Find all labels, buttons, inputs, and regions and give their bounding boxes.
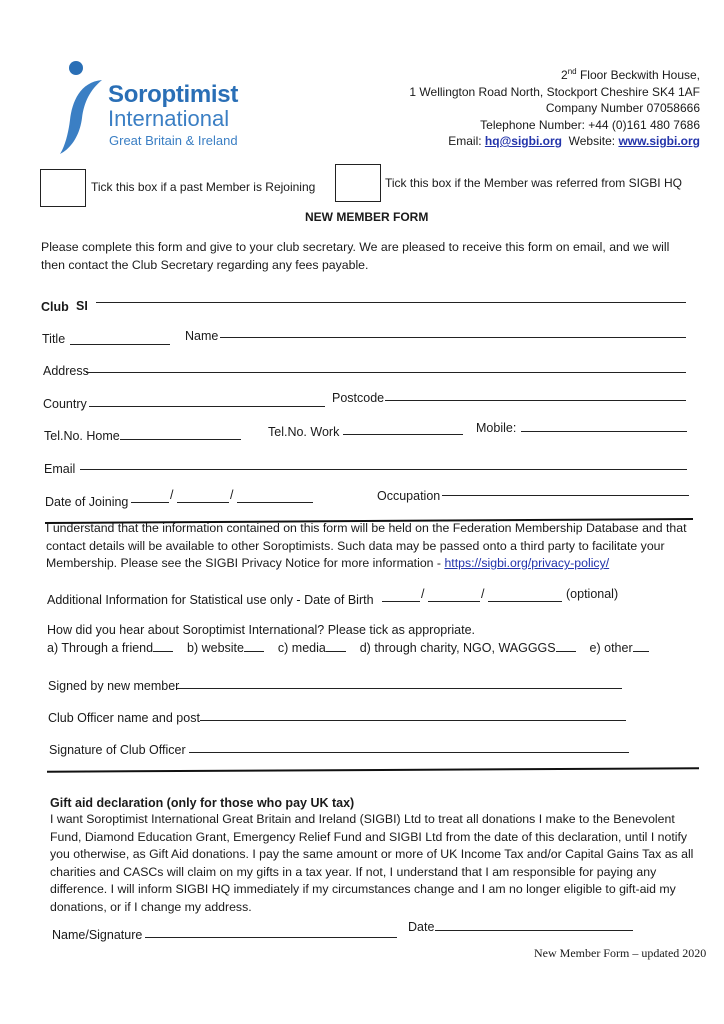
date-label: Date — [408, 920, 435, 934]
name-field[interactable] — [220, 324, 686, 338]
email-link[interactable]: hq@sigbi.org — [484, 134, 562, 148]
si-label: SI — [76, 299, 88, 313]
mobile-field[interactable] — [521, 418, 687, 432]
postcode-field[interactable] — [385, 387, 686, 401]
rejoining-label: Tick this box if a past Member is Rejoining — [91, 180, 316, 194]
gift-aid-text: I want Soroptimist International Great Britain and Ireland (SIGBI) Ltd to treat all donations I make to the Benevolent Fund, Diamond Education Grant, Emergency Relief Fund and SIGBI Ltd from the date of this declaration, until I notify you otherwise, as Gift Aid donations. I pay the same amount or more of UK Income Tax and/or Capital Gains Tax as all charities and CASCs will claim on my gifts in a tax year. If not, I understand that I am responsible for paying any difference. I will inform SIGBI HQ immediately if my circumstances change and I am no longer eligible to gift-aid my donations, or if I change my address. — [50, 812, 694, 914]
hear-options — [47, 640, 649, 655]
tel-home-label: Tel.No. Home — [44, 429, 120, 443]
tel-work-label: Tel.No. Work — [268, 425, 340, 439]
date-of-joining-field[interactable]: / / — [131, 489, 313, 503]
contact-line: Email: hq@sigbi.org Website: www.sigbi.org — [448, 134, 700, 148]
email-field[interactable] — [80, 456, 687, 470]
officer-signature-field[interactable] — [189, 739, 629, 753]
logo-line3: Great Britain & Ireland — [109, 133, 238, 148]
email-label: Email — [44, 462, 76, 476]
signed-by-field[interactable] — [176, 675, 622, 689]
date-of-birth-field[interactable]: / / — [382, 588, 562, 602]
option-charity: d) through charity, NGO, WAGGGS — [359, 641, 556, 655]
occupation-label: Occupation — [377, 489, 441, 503]
section-divider-2 — [47, 767, 699, 772]
mobile-label: Mobile: — [476, 421, 517, 435]
title-label: Title — [42, 332, 66, 346]
tel-work-field[interactable] — [343, 421, 463, 435]
logo — [56, 60, 266, 160]
footer-text: New Member Form – updated 2020 — [534, 946, 707, 960]
option-friend-blank[interactable] — [153, 640, 173, 652]
gift-aid-heading: Gift aid declaration (only for those who pay UK tax) — [50, 796, 355, 810]
privacy-text: I understand that the information contained on this form will be held on the Federation Membership Database and that contact details will be available to other Soroptimists. Such data may be passed onto a third party to facilitate your Membership. Please see the SIGBI Privacy Notice for more information - https://sigbi.org/privacy-policy/ — [46, 521, 687, 570]
name-signature-field[interactable] — [145, 924, 397, 938]
country-label: Country — [43, 397, 87, 411]
address-label: Address — [43, 364, 89, 378]
option-website-blank[interactable] — [244, 640, 264, 652]
title-field[interactable] — [70, 331, 170, 345]
officer-name-label: Club Officer name and post — [48, 711, 200, 725]
officer-signature-label: Signature of Club Officer — [49, 743, 186, 757]
date-of-joining-label: Date of Joining — [45, 495, 129, 509]
signed-by-label: Signed by new member — [48, 679, 180, 693]
company-number: Company Number 07058666 — [545, 101, 700, 115]
referred-checkbox[interactable] — [335, 164, 381, 202]
option-charity-blank[interactable] — [556, 640, 576, 652]
club-label: Club — [41, 300, 69, 314]
name-signature-label: Name/Signature — [52, 928, 143, 942]
address-floor: 2nd Floor Beckwith House, — [561, 67, 700, 82]
privacy-link[interactable]: https://sigbi.org/privacy-policy/ — [444, 556, 610, 570]
option-other-blank[interactable] — [633, 640, 649, 652]
tel-home-field[interactable] — [120, 426, 241, 440]
option-media: c) media — [277, 641, 326, 655]
logo-line1: Soroptimist — [108, 81, 239, 108]
logo-line2: International — [108, 106, 230, 131]
option-media-blank[interactable] — [326, 640, 346, 652]
postcode-label: Postcode — [332, 391, 385, 405]
officer-name-field[interactable] — [200, 707, 626, 721]
option-friend: a) Through a friend — [47, 641, 154, 655]
club-field[interactable] — [96, 289, 686, 303]
logo-figure-icon — [56, 60, 108, 158]
name-label: Name — [185, 329, 219, 343]
option-other: e) other — [589, 641, 633, 655]
statistical-label: Additional Information for Statistical use only - Date of Birth — [47, 593, 374, 607]
hear-question: How did you hear about Soroptimist International? Please tick as appropriate. — [47, 623, 476, 637]
address-street: 1 Wellington Road North, Stockport Cheshire SK4 1AF — [409, 84, 700, 99]
rejoining-checkbox[interactable] — [40, 169, 86, 207]
address-field[interactable] — [86, 359, 686, 373]
option-website: b) website — [187, 641, 244, 655]
country-field[interactable] — [89, 393, 325, 407]
form-title: NEW MEMBER FORM — [305, 210, 429, 224]
date-field[interactable] — [435, 917, 633, 931]
intro-text: Please complete this form and give to your club secretary. We are pleased to receive this form on email, and we will then contact the Club Secretary regarding any fees payable. — [41, 240, 670, 272]
org-address — [409, 64, 700, 150]
occupation-field[interactable] — [442, 482, 689, 496]
telephone-number: Telephone Number: +44 (0)161 480 7686 — [480, 117, 700, 132]
optional-label: (optional) — [566, 587, 619, 601]
website-link[interactable]: www.sigbi.org — [618, 134, 700, 148]
referred-label: Tick this box if the Member was referred from SIGBI HQ — [385, 176, 682, 190]
